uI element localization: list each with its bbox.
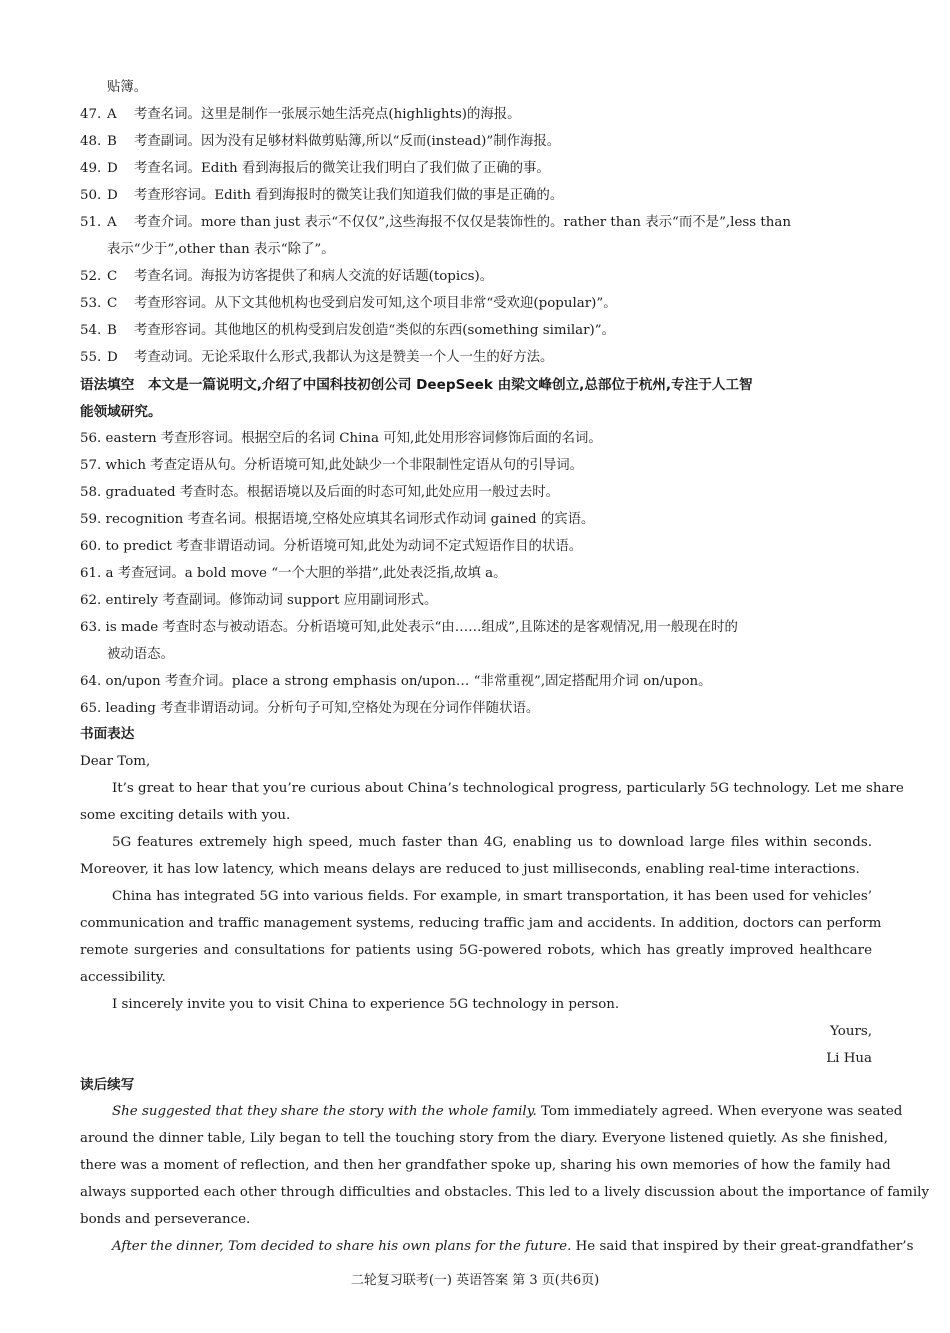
story-paragraph-line: around the dinner table, Lily began to tell the touching story from the diary. Everyone listened quietly. As she finished,: [80, 1131, 888, 1146]
story-text: Tom immediately agreed. When everyone was seated: [536, 1104, 903, 1119]
grammar-item: 57. which 考查定语从句。分析语境可知,此处缺少一个非限制性定语从句的引导词。: [80, 458, 584, 473]
letter-paragraph-line: some exciting details with you.: [80, 808, 291, 823]
continuation-text: 贴簿。: [107, 80, 148, 95]
grammar-item: 61. a 考查冠词。a bold move “一个大胆的举措”,此处表泛指,故填 a。: [80, 566, 507, 581]
answer-49: [80, 159, 872, 179]
answer-51: [80, 213, 872, 233]
letter-paragraph-line: China has integrated 5G into various fields. For example, in smart transportation, it has been used for vehicles’: [112, 889, 872, 904]
answer-letter: C: [107, 269, 118, 284]
answer-54: [80, 321, 872, 341]
answer-num: 55.: [80, 350, 102, 365]
letter-paragraph-line: I sincerely invite you to visit China to experience 5G technology in person.: [112, 997, 620, 1012]
grammar-item: 59. recognition 考查名词。根据语境,空格处应填其名词形式作动词 gained 的宾语。: [80, 512, 595, 527]
answer-letter: C: [107, 296, 118, 311]
letter-paragraph-line: accessibility.: [80, 970, 166, 985]
answer-num: 47.: [80, 107, 102, 122]
story-paragraph-line: bonds and perseverance.: [80, 1212, 251, 1227]
letter-paragraph-line: It’s great to hear that you’re curious about China’s technological progress, particularly 5G technology. Let me share: [112, 781, 904, 796]
story-paragraph-line: [112, 1237, 914, 1257]
answer-letter: A: [107, 107, 117, 122]
answer-50: [80, 186, 872, 206]
answer-text: 考查动词。无论采取什么形式,我都认为这是赞美一个人一生的好方法。: [134, 350, 554, 365]
answer-letter: B: [107, 134, 117, 149]
answer-num: 48.: [80, 134, 102, 149]
letter-paragraph-line: Moreover, it has low latency, which means delays are reduced to just milliseconds, enabling real-time interactions.: [80, 862, 860, 877]
letter-paragraph-line: communication and traffic management systems, reducing traffic jam and accidents. In addition, doctors can perform: [80, 916, 882, 931]
answer-47: [80, 105, 872, 125]
grammar-heading-cont: 能领域研究。: [80, 404, 162, 420]
grammar-item: 63. is made 考查时态与被动语态。分析语境可知,此处表示“由……组成”,且陈述的是客观情况,用一般现在时的: [80, 620, 738, 635]
grammar-item: 65. leading 考查非谓语动词。分析句子可知,空格处为现在分词作伴随状语。: [80, 701, 540, 716]
answer-text: 考查名词。Edith 看到海报后的微笑让我们明白了我们做了正确的事。: [134, 161, 550, 176]
story-given-sentence: She suggested that they share the story with the whole family.: [112, 1104, 537, 1119]
story-paragraph-line: [112, 1102, 903, 1122]
grammar-item: 56. eastern 考查形容词。根据空后的名词 China 可知,此处用形容词修饰后面的名词。: [80, 431, 602, 446]
answer-text: 考查形容词。从下文其他机构也受到启发可知,这个项目非常“受欢迎(popular)”。: [134, 296, 617, 311]
answer-text: 考查副词。因为没有足够材料做剪贴簿,所以“反而(instead)”制作海报。: [134, 134, 561, 149]
grammar-item: 62. entirely 考查副词。修饰动词 support 应用副词形式。: [80, 593, 438, 608]
grammar-item: 58. graduated 考查时态。根据语境以及后面的时态可知,此处应用一般过去时。: [80, 485, 560, 500]
answer-55: [80, 348, 872, 368]
answer-text: 考查形容词。Edith 看到海报时的微笑让我们知道我们做的事是正确的。: [134, 188, 564, 203]
answer-text: 考查名词。这里是制作一张展示她生活亮点(highlights)的海报。: [134, 107, 521, 122]
answer-letter: B: [107, 323, 117, 338]
answer-num: 51.: [80, 215, 102, 230]
letter-paragraph-line: 5G features extremely high speed, much faster than 4G, enabling us to download large files within seconds.: [112, 835, 872, 850]
writing-heading: 书面表达: [80, 726, 135, 742]
answer-text: 考查名词。海报为访客提供了和病人交流的好话题(topics)。: [134, 269, 494, 284]
grammar-item-cont: 被动语态。: [107, 647, 174, 662]
answer-num: 54.: [80, 323, 102, 338]
answer-51-cont: 表示“少于”,other than 表示“除了”。: [107, 242, 335, 257]
letter-salutation: Dear Tom,: [80, 754, 151, 769]
story-paragraph-line: always supported each other through difficulties and obstacles. This led to a lively discussion about the importance of family: [80, 1185, 930, 1200]
answer-53: [80, 294, 872, 314]
answer-num: 49.: [80, 161, 102, 176]
answer-num: 50.: [80, 188, 102, 203]
answer-num: 53.: [80, 296, 102, 311]
letter-paragraph-line: remote surgeries and consultations for patients using 5G-powered robots, which has greatly improved healthcare: [80, 943, 872, 958]
answer-text: 考查形容词。其他地区的机构受到启发创造“类似的东西(something similar)”。: [134, 323, 616, 338]
story-paragraph-line: there was a moment of reflection, and then her grandfather spoke up, sharing his own memories of how the family had: [80, 1158, 891, 1173]
answer-letter: D: [107, 350, 118, 365]
continuation-heading: 读后续写: [80, 1077, 135, 1093]
letter-closing: Yours,: [830, 1024, 872, 1039]
answer-letter: A: [107, 215, 117, 230]
page-footer: 二轮复习联考(一) 英语答案 第 3 页(共6页): [350, 1273, 600, 1288]
answer-48: [80, 132, 872, 152]
answer-letter: D: [107, 161, 118, 176]
grammar-item: 64. on/upon 考查介词。place a strong emphasis on/upon… “非常重视”,固定搭配用介词 on/upon。: [80, 674, 712, 689]
answer-text: 考查介词。more than just 表示“不仅仅”,这些海报不仅仅是装饰性的。rather than 表示“而不是”,less than: [134, 215, 791, 230]
grammar-item: 60. to predict 考查非谓语动词。分析语境可知,此处为动词不定式短语作目的状语。: [80, 539, 583, 554]
story-text: He said that inspired by their great-grandfather’s: [571, 1239, 914, 1254]
story-given-sentence: After the dinner, Tom decided to share his own plans for the future.: [112, 1239, 572, 1254]
answer-num: 52.: [80, 269, 102, 284]
answer-letter: D: [107, 188, 118, 203]
grammar-heading: 语法填空 本文是一篇说明文,介绍了中国科技初创公司 DeepSeek 由梁文峰创立,总部位于杭州,专注于人工智: [80, 377, 753, 393]
letter-signature: Li Hua: [826, 1051, 872, 1066]
answer-52: [80, 267, 872, 287]
